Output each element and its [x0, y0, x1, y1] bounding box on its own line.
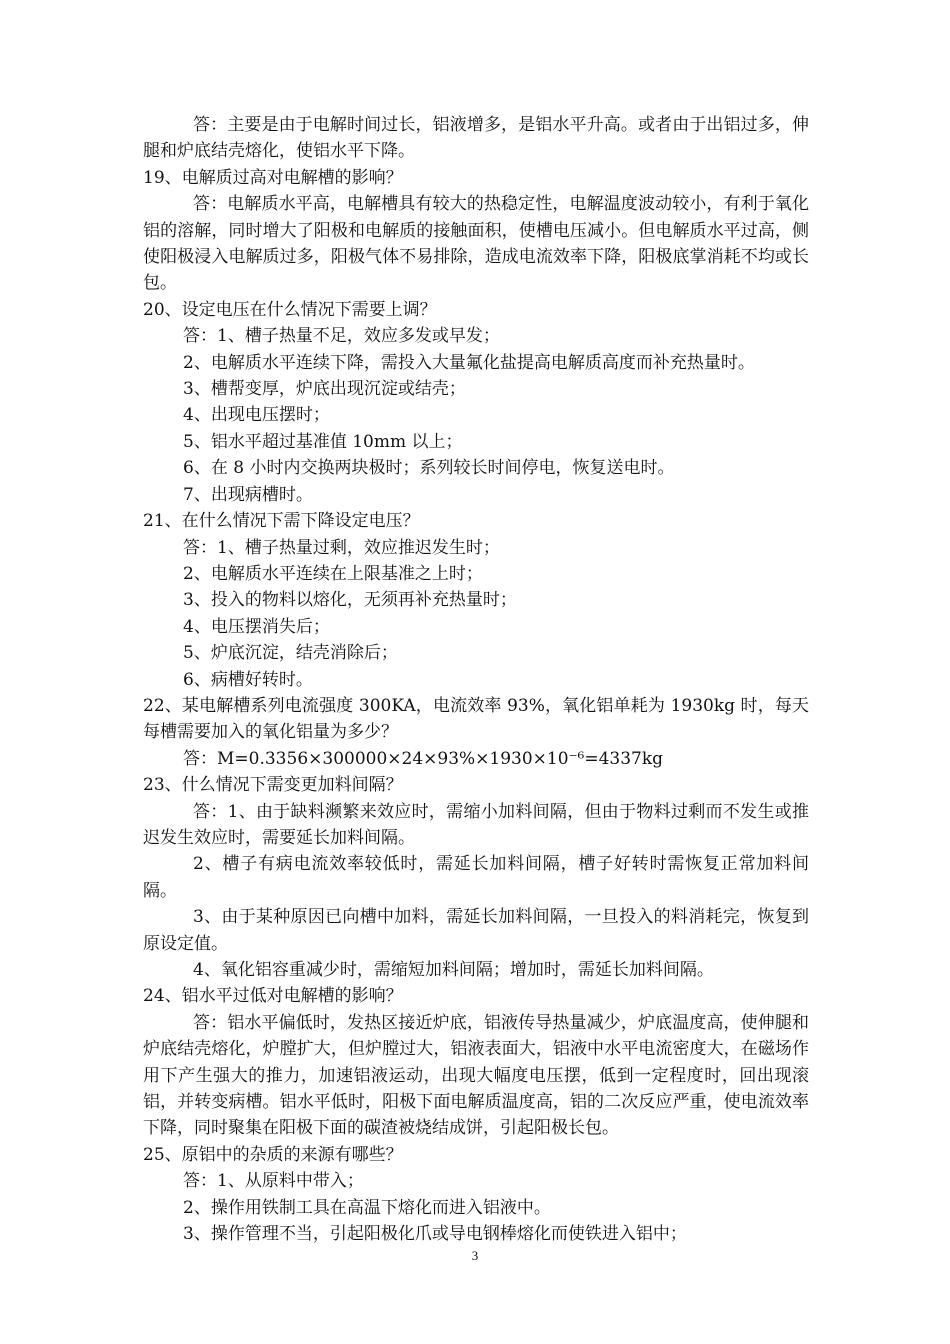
answer-25-item: 2、操作用铁制工具在高温下熔化而进入铝液中。	[183, 1197, 551, 1218]
answer-21-item: 5、炉底沉淀，结壳消除后；	[183, 643, 398, 664]
answer-25-item: 3、操作管理不当，引起阳极化爪或导电钢棒熔化而使铁进入铝中；	[183, 1224, 687, 1245]
answer-21-item: 6、病槽好转时。	[183, 669, 313, 690]
answer-20-item: 6、在 8 小时内交换两块极时；系列较长时间停电，恢复送电时。	[183, 458, 675, 479]
answer-22: 答：M=0.3356×300000×24×93%×1930×10⁻⁶=4337kg	[183, 748, 664, 769]
question-19: 19、电解质过高对电解槽的影响？	[143, 167, 403, 188]
answer-19: 答：电解质水平高，电解槽具有较大的热稳定性，电解温度波动较小，有利于氧化铝的溶解，同时增大了阳极和电解质的接触面积，使槽电压减小。但电解质水平过高，侧使阳极浸入电解质过多，阳极气体不易排除，造成电流效率下降，阳极底掌消耗不均或长包。	[143, 194, 809, 294]
answer-23-item: 4、氧化铝容重减少时，需缩短加料间隔；增加时，需延长加料间隔。	[193, 960, 714, 980]
answer-20-item: 7、出现病槽时。	[183, 484, 313, 505]
answer-23-item: 2、槽子有病电流效率较低时，需延长加料间隔，槽子好转时需恢复正常加料间隔。	[143, 854, 809, 901]
answer-paragraph: 答：主要是由于电解时间过长，铝液增多，是铝水平升高。或者由于出铝过多，伸腿和炉底结壳熔化，使铝水平下降。	[143, 115, 809, 162]
answer-20-item: 2、电解质水平连续下降，需投入大量氟化盐提高电解质高度而补充热量时。	[183, 352, 755, 373]
answer-24: 答：铝水平偏低时，发热区接近炉底，铝液传导热量减少，炉底温度高，使伸腿和炉底结壳熔化，炉膛扩大，但炉膛过大，铝液表面大，铝液中水平电流密度大，在磁场作用下产生强大的推力，加速铝液运动，出现大幅度电压摆，低到一定程度时，回出现滚铝，并转变病槽。铝水平低时，阳极下面电解质温度高，铝的二次反应严重，使电流效率下降，同时聚集在阳极下面的碳渣被烧结成饼，引起阳极长包。	[143, 1012, 809, 1139]
question-20: 20、设定电压在什么情况下需要上调？	[143, 299, 437, 320]
answer-21-item: 3、投入的物料以熔化，无须再补充热量时；	[183, 590, 517, 611]
question-23: 23、什么情况下需变更加料间隔？	[143, 775, 403, 796]
question-25: 25、原铝中的杂质的来源有哪些？	[143, 1144, 403, 1165]
answer-20-item: 答：1、槽子热量不足，效应多发或早发；	[183, 326, 500, 347]
answer-21-item: 2、电解质水平连续在上限基准之上时；	[183, 563, 483, 584]
answer-21-item: 答：1、槽子热量过剩，效应推迟发生时；	[183, 537, 500, 558]
question-24: 24、铝水平过低对电解槽的影响？	[143, 986, 403, 1007]
answer-20-item: 5、铝水平超过基准值 10mm 以上；	[183, 431, 463, 452]
page-number: 3	[471, 1248, 479, 1263]
answer-20-item: 3、槽帮变厚，炉底出现沉淀或结壳；	[183, 379, 466, 400]
answer-20-item: 4、出现电压摆时；	[183, 405, 330, 426]
answer-25-item: 答：1、从原料中带入；	[183, 1171, 364, 1192]
question-21: 21、在什么情况下需下降设定电压？	[143, 511, 420, 532]
answer-23-item: 答：1、由于缺料濒繁来效应时，需缩小加料间隔，但由于物料过剩而不发生或推迟发生效应时，需要延长加料间隔。	[143, 801, 809, 848]
document-body	[143, 112, 809, 1247]
answer-21-item: 4、电压摆消失后；	[183, 616, 330, 637]
answer-23-item: 3、由于某种原因已向槽中加料，需延长加料间隔，一旦投入的料消耗完，恢复到原设定值。	[143, 907, 809, 954]
question-22: 22、某电解槽系列电流强度 300KA，电流效率 93%，氧化铝单耗为 1930kg 时，每天每槽需要加入的氧化铝量为多少？	[143, 695, 809, 743]
